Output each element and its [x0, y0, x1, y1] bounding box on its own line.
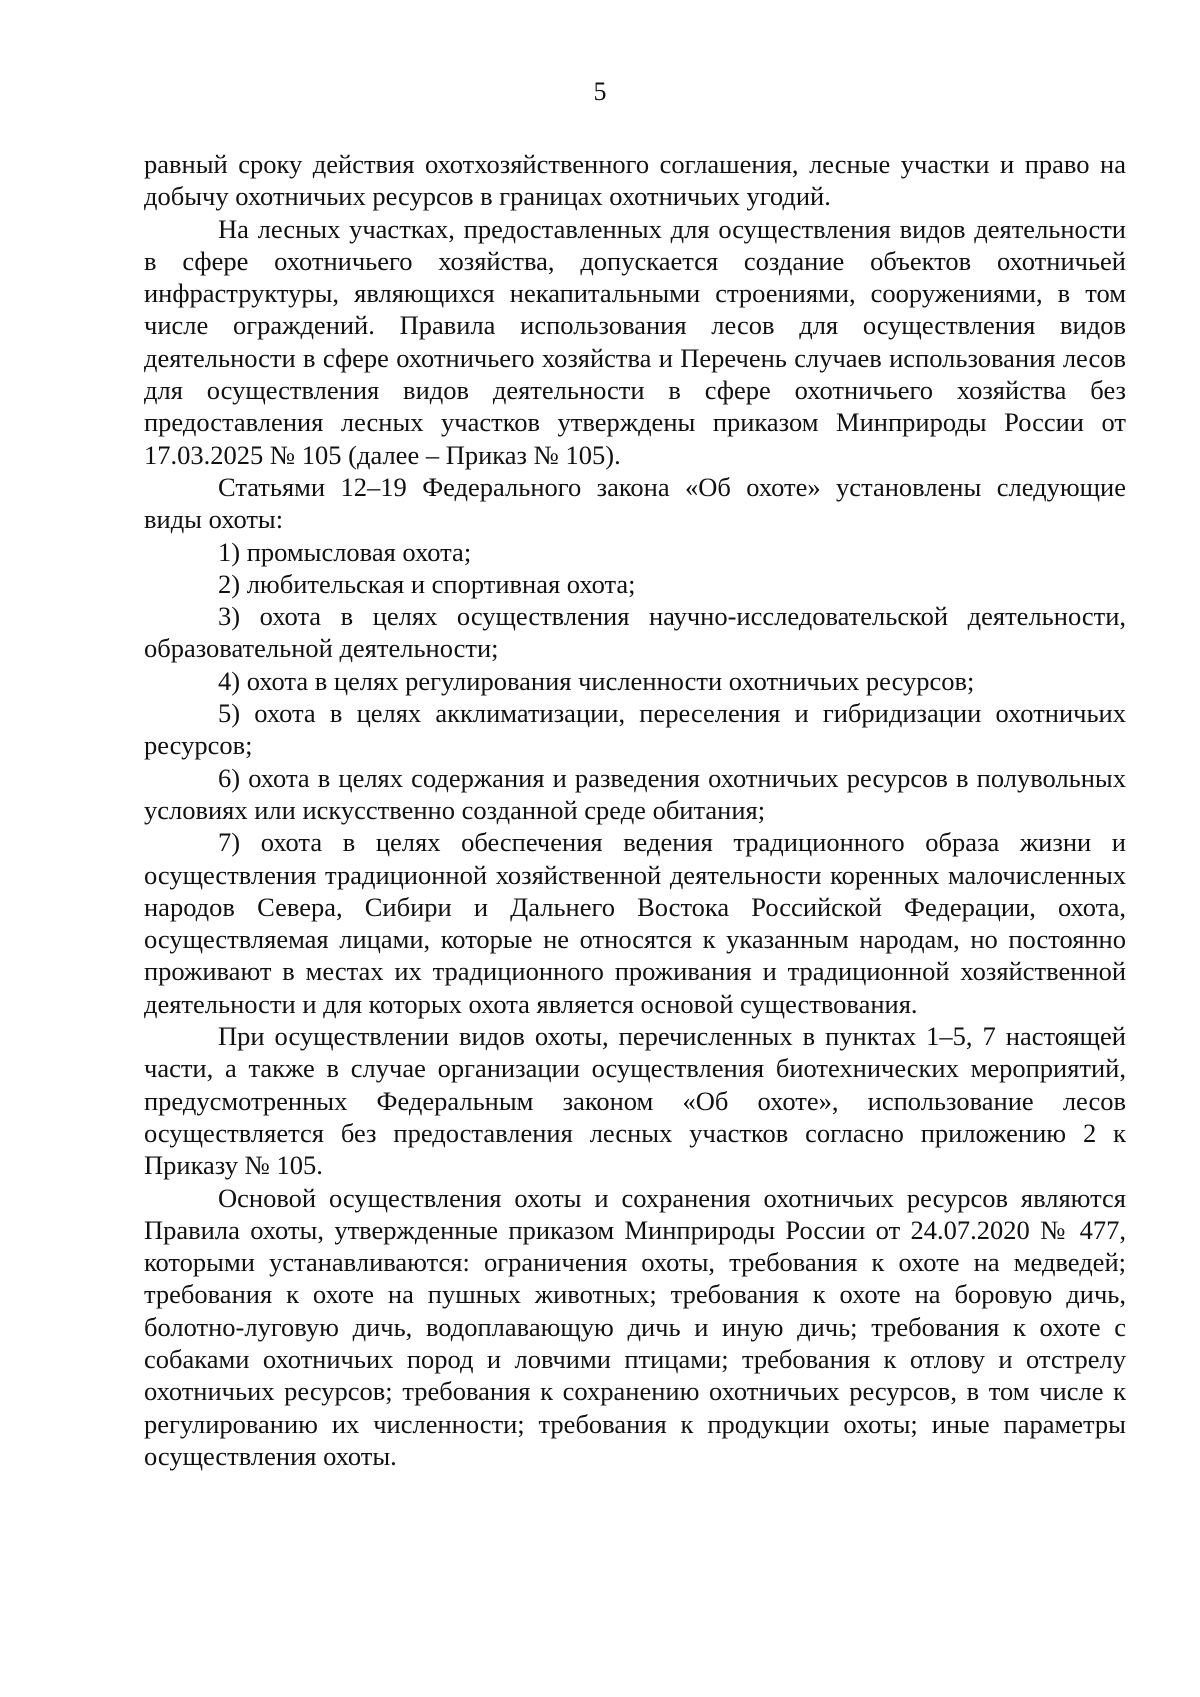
list-item-4: 4) охота в целях регулирования численности охотничьих ресурсов;: [218, 665, 975, 696]
list-item-3: 3) охота в целях осуществления научно-исследовательской деятельности, образовательной деятельности;: [144, 601, 1126, 664]
paragraph-continuation: равный сроку действия охотхозяйственного соглашения, лесные участки и право на добычу охотничьих ресурсов в границах охотничьих угодий.: [144, 149, 1126, 212]
paragraph-hunting-rules: Основой осуществления охоты и сохранения охотничьих ресурсов являются Правила охоты, утвержденные приказом Минприроды России от 24.07.2020 № 477, которыми устанавливаются: ограничения охоты, требования к охоте на медведей; требования к охоте на пушных животных; требования к охоте на боровую дичь, болотно-луговую дичь, водоплавающую дичь и иную дичь; требования к охоте с собаками охотничьих пород и ловчими птицами; требования к отлову и отстрелу охотничьих ресурсов; требования к сохранению охотничьих ресурсов, в том числе к регулированию их численности; требования к продукции охоты; иные параметры осуществления охоты.: [144, 1182, 1126, 1471]
list-item-6: 6) охота в целях содержания и разведения охотничьих ресурсов в полувольных условиях или искусственно созданной среде обитания;: [144, 762, 1126, 825]
page-number: 5: [593, 77, 607, 106]
list-item-5: 5) охота в целях акклиматизации, переселения и гибридизации охотничьих ресурсов;: [144, 698, 1126, 761]
list-item-2: 2) любительская и спортивная охота;: [218, 568, 636, 599]
paragraph-forest-use: При осуществлении видов охоты, перечисленных в пунктах 1–5, 7 настоящей части, а также в случае организации осуществления биотехнических мероприятий, предусмотренных Федеральным законом «Об охоте», использование лесов осуществляется без предоставления лесных участков согласно приложению 2 к Приказу № 105.: [144, 1021, 1126, 1181]
list-item-1: 1) промысловая охота;: [218, 536, 472, 567]
document-body: [144, 148, 1126, 1472]
paragraph-forest-plots: На лесных участках, предоставленных для осуществления видов деятельности в сфере охотничьего хозяйства, допускается создание объектов охотничьей инфраструктуры, являющихся некапитальными строениями, сооружениями, в том числе ограждений. Правила использования лесов для осуществления видов деятельности в сфере охотничьего хозяйства и Перечень случаев использования лесов для осуществления видов деятельности в сфере охотничьего хозяйства без предоставления лесных участков утверждены приказом Минприроды России от 17.03.2025 № 105 (далее – Приказ № 105).: [144, 213, 1126, 470]
list-item-7: 7) охота в целях обеспечения ведения традиционного образа жизни и осуществления традиционной хозяйственной деятельности коренных малочисленных народов Севера, Сибири и Дальнего Востока Российской Федерации, охота, осуществляемая лицами, которые не относятся к указанным народам, но постоянно проживают в местах их традиционного проживания и традиционной хозяйственной деятельности и для которых охота является основой существования.: [144, 827, 1126, 1019]
paragraph-hunting-types-intro: Статьями 12–19 Федерального закона «Об охоте» установлены следующие виды охоты:: [144, 471, 1126, 535]
